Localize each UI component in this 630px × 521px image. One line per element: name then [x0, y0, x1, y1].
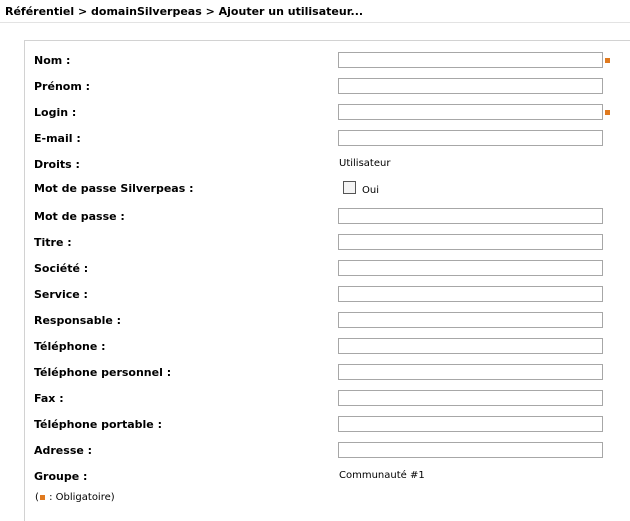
titre-input[interactable]: [338, 234, 603, 250]
mdp-silverpeas-label: Mot de passe Silverpeas :: [34, 182, 194, 195]
login-label: Login :: [34, 106, 77, 119]
legend-text: : Obligatoire): [49, 492, 115, 503]
titre-label: Titre :: [34, 236, 72, 249]
nom-input[interactable]: [338, 52, 603, 68]
row-fax: [25, 389, 630, 409]
password-input[interactable]: [338, 208, 603, 224]
societe-input[interactable]: [338, 260, 603, 276]
societe-label: Société :: [34, 262, 89, 275]
telephone-label: Téléphone :: [34, 340, 106, 353]
mandatory-marker-icon: [605, 110, 610, 115]
nom-label: Nom :: [34, 54, 71, 67]
responsable-label: Responsable :: [34, 314, 122, 327]
breadcrumb: Référentiel > domainSilverpeas > Ajouter un utilisateur...: [5, 5, 364, 18]
header-divider: [0, 22, 630, 23]
login-input[interactable]: [338, 104, 603, 120]
row-adresse: [25, 441, 630, 461]
row-droits: [25, 155, 630, 175]
row-email: [25, 129, 630, 149]
groupe-value: Communauté #1: [339, 470, 425, 481]
adresse-input[interactable]: [338, 442, 603, 458]
prenom-label: Prénom :: [34, 80, 91, 93]
email-label: E-mail :: [34, 132, 81, 145]
adresse-label: Adresse :: [34, 444, 93, 457]
fax-input[interactable]: [338, 390, 603, 406]
prenom-input[interactable]: [338, 78, 603, 94]
telephone-perso-label: Téléphone personnel :: [34, 366, 172, 379]
mdp-silverpeas-checkbox[interactable]: [343, 181, 356, 194]
droits-label: Droits :: [34, 158, 80, 171]
service-input[interactable]: [338, 286, 603, 302]
groupe-label: Groupe :: [34, 470, 88, 483]
telephone-portable-input[interactable]: [338, 416, 603, 432]
telephone-perso-input[interactable]: [338, 364, 603, 380]
row-telephone: [25, 337, 630, 357]
telephone-input[interactable]: [338, 338, 603, 354]
droits-value: Utilisateur: [339, 158, 391, 169]
mandatory-marker-icon: [40, 495, 45, 500]
row-mdp-silverpeas: [25, 179, 630, 203]
fax-label: Fax :: [34, 392, 64, 405]
row-mdp: [25, 207, 630, 227]
mandatory-marker-icon: [605, 58, 610, 63]
row-telephone-portable: [25, 415, 630, 435]
row-societe: [25, 259, 630, 279]
mdp-silverpeas-checkbox-label[interactable]: Oui: [362, 185, 379, 196]
row-groupe: [25, 467, 630, 487]
responsable-input[interactable]: [338, 312, 603, 328]
telephone-portable-label: Téléphone portable :: [34, 418, 162, 431]
legend-open: (: [35, 492, 39, 503]
row-login: [25, 103, 630, 123]
add-user-form: [24, 40, 630, 521]
email-input[interactable]: [338, 130, 603, 146]
row-telephone-perso: [25, 363, 630, 383]
service-label: Service :: [34, 288, 88, 301]
row-service: [25, 285, 630, 305]
mandatory-legend: [35, 492, 115, 503]
row-nom: [25, 51, 630, 71]
mdp-label: Mot de passe :: [34, 210, 125, 223]
row-responsable: [25, 311, 630, 331]
row-titre: [25, 233, 630, 253]
row-prenom: [25, 77, 630, 97]
